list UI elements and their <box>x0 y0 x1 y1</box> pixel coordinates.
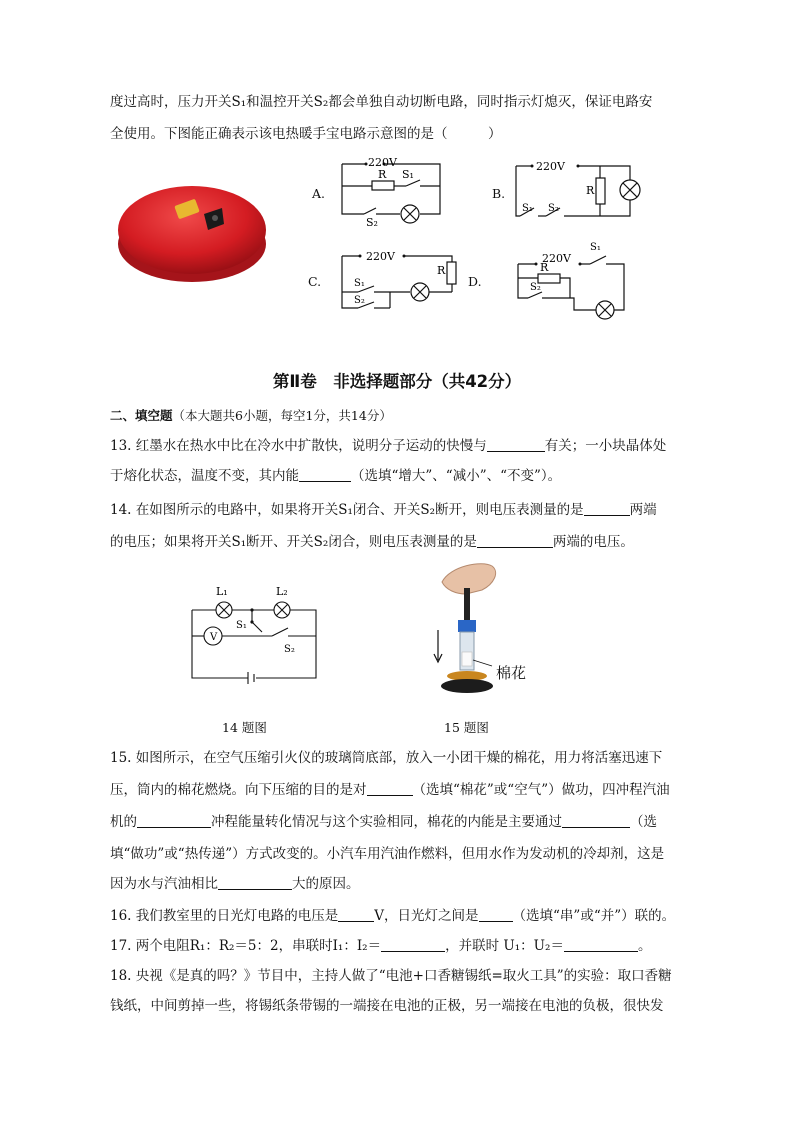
q15-text-c: 机的 <box>110 814 137 830</box>
q13-text-c: 于熔化状态，温度不变，其内能 <box>110 468 299 484</box>
q15-text-f: 因为水与汽油相比 <box>110 876 218 892</box>
fig14-s1: S₁ <box>236 620 247 631</box>
fig14-l2: L₂ <box>276 585 288 598</box>
q13-text-a: 13. 红墨水在热水中比在冷水中扩散快，说明分子运动的快慢与 <box>110 438 487 454</box>
circuit-c-voltage: 220V <box>366 250 395 263</box>
q16-text-b: V，日光灯之间是 <box>374 908 479 924</box>
q18-line-2: 钱纸，中间剪掉一些，将锡纸条带锡的一端接在电池的正极，另一端接在电池的负极，很快发 <box>110 998 664 1014</box>
option-c-label: C. <box>308 274 322 289</box>
circuit-b-voltage: 220V <box>536 160 565 173</box>
circuit-d-r: R <box>540 261 549 274</box>
circuit-d-s1: S₁ <box>590 242 601 253</box>
q15-line-5 <box>110 874 360 894</box>
option-d-label: D. <box>468 274 482 289</box>
q17-text-a: 17. 两个电阻R₁：R₂＝5：2，串联时I₁：I₂＝ <box>110 938 382 954</box>
figure-14-caption: 14 题图 <box>222 720 267 735</box>
figure-15-caption: 15 题图 <box>444 720 489 735</box>
q15-text-b: （选填“棉花”或“空气”）做功，四冲程汽油 <box>412 782 670 798</box>
q13-text-b: 有关；一小块晶体处 <box>544 438 667 454</box>
q15-text-g: 大的原因。 <box>292 876 360 892</box>
q15-text-d: 冲程能量转化情况与这个实验相同，棉花的内能是主要通过 <box>211 814 562 830</box>
q15-line-2 <box>110 780 670 800</box>
q16-line <box>110 906 675 926</box>
q15-line-1: 15. 如图所示，在空气压缩引火仪的玻璃筒底部，放入一小团干燥的棉花，用力将活塞迅速下 <box>110 750 663 766</box>
fig15-cotton-label: 棉花 <box>496 664 527 682</box>
q17-blank-1[interactable] <box>381 937 445 952</box>
circuit-d-diagram <box>510 238 634 322</box>
q14-blank-1[interactable] <box>584 501 630 516</box>
circuit-b-s1: S₁ <box>522 203 533 214</box>
q15-text-e: （选 <box>630 814 657 830</box>
q15-blank-4[interactable] <box>218 875 292 890</box>
circuit-a-s2: S₂ <box>366 216 378 228</box>
circuit-c-r: R <box>437 264 446 277</box>
option-b-label: B. <box>492 186 506 201</box>
hand-warmer-image <box>112 176 272 286</box>
circuit-c-diagram <box>334 244 460 316</box>
q14-line-1 <box>110 500 657 520</box>
circuit-b-s2: S₂ <box>548 203 559 214</box>
fig14-l1: L₁ <box>216 585 228 598</box>
circuit-d-s2: S₂ <box>530 282 541 293</box>
fig14-s2: S₂ <box>284 644 295 655</box>
q17-blank-2[interactable] <box>564 937 638 952</box>
q14-text-d: 两端的电压。 <box>552 534 634 550</box>
q13-text-d: （选填“增大”、“减小”、“不变”）。 <box>351 468 562 484</box>
q18-line-1: 18. 央视《是真的吗？》节目中，主持人做了“电池+口香糖锡纸=取火工具”的实验：取口香糖 <box>110 968 672 984</box>
q16-blank-2[interactable] <box>479 907 513 922</box>
q14-text-b: 两端 <box>629 502 657 518</box>
circuit-a-r: R <box>378 168 387 181</box>
q12-line-2: 全使用。下图能正确表示该电热暖手宝电路示意图的是（ ） <box>110 126 502 142</box>
circuit-b-diagram <box>512 156 644 222</box>
figure-15-fire-syringe <box>420 560 540 710</box>
q15-blank-2[interactable] <box>137 813 211 828</box>
q15-blank-1[interactable] <box>367 781 413 796</box>
section-note: （本大题共6小题，每空1分，共14分） <box>172 408 392 423</box>
q17-text-b: ，并联时 U₁：U₂＝ <box>445 938 564 954</box>
figure-14-circuit <box>186 580 326 690</box>
circuit-b-r: R <box>586 184 595 197</box>
circuit-a-s1: S₁ <box>402 168 414 181</box>
q13-blank-1[interactable] <box>487 437 545 452</box>
q16-blank-1[interactable] <box>338 907 374 922</box>
q16-text-a: 16. 我们教室里的日光灯电路的电压是 <box>110 908 339 924</box>
q14-text-a: 14. 在如图所示的电路中，如果将开关S₁闭合、开关S₂断开，则电压表测量的是 <box>110 502 584 518</box>
q12-line-1: 度过高时，压力开关S₁和温控开关S₂都会单独自动切断电路，同时指示灯熄灭，保证电路安 <box>110 94 653 110</box>
q15-blank-3[interactable] <box>562 813 630 828</box>
q14-line-2 <box>110 532 634 552</box>
q13-line-1 <box>110 436 666 456</box>
part2-title: 第Ⅱ卷 非选择题部分（共42分） <box>272 372 522 391</box>
q15-text-a: 压，筒内的棉花燃烧。向下压缩的目的是对 <box>110 782 367 798</box>
section-heading <box>110 406 392 424</box>
q15-line-3 <box>110 812 657 832</box>
circuit-a-voltage: 220V <box>368 156 397 169</box>
q15-line-4: 填“做功”或“热传递”）方式改变的。小汽车用汽油作燃料，但用水作为发动机的冷却剂，这是 <box>110 846 665 862</box>
q17-text-c: 。 <box>637 938 652 954</box>
circuit-c-s2: S₂ <box>354 295 365 306</box>
circuit-a-diagram <box>336 156 448 228</box>
circuit-c-s1: S₁ <box>354 278 365 289</box>
q13-blank-2[interactable] <box>299 467 351 482</box>
q13-line-2 <box>110 466 561 486</box>
q14-text-c: 的电压；如果将开关S₁断开、开关S₂闭合，则电压表测量的是 <box>110 534 477 550</box>
fig14-v: V <box>210 632 218 643</box>
q17-line <box>110 936 651 956</box>
q14-blank-2[interactable] <box>477 533 553 548</box>
circuit-d-voltage: 220V <box>542 252 571 265</box>
section-head-bold: 二、填空题 <box>110 408 173 423</box>
option-a-label: A. <box>312 186 326 201</box>
q16-text-c: （选填“串”或“并”）联的。 <box>512 908 676 924</box>
